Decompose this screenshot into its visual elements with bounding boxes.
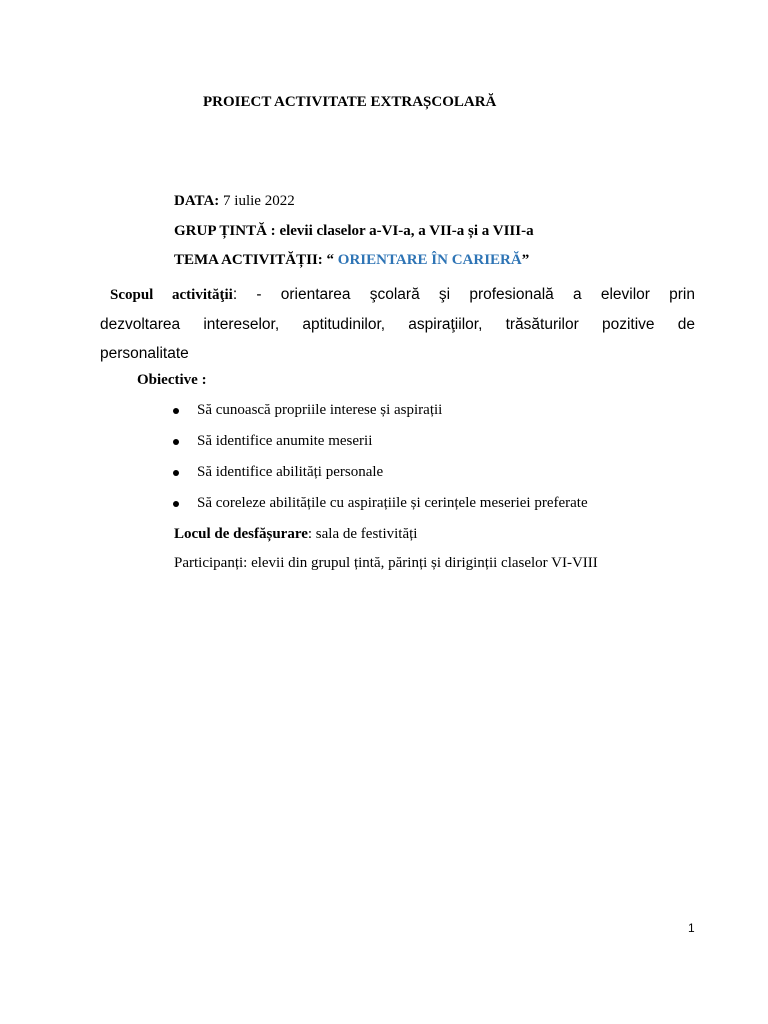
document-title: PROIECT ACTIVITATE EXTRAȘCOLARĂ — [203, 94, 497, 110]
target-group-value: elevii claselor a-VI-a, a VII-a și a VIII-a — [275, 223, 534, 239]
objective-item — [170, 464, 588, 495]
date-value: 7 iulie 2022 — [219, 193, 295, 209]
target-group-label: GRUP ȚINTĂ : — [174, 223, 276, 239]
bullet-icon — [173, 470, 179, 476]
bullet-icon — [173, 439, 179, 445]
purpose-line-2: dezvoltarea intereselor, aptitudinilor, aspiraţiilor, trăsăturilor pozitive de — [100, 316, 695, 333]
activity-theme-label: TEMA ACTIVITĂȚII: — [174, 252, 323, 268]
page-number: 1 — [688, 921, 695, 935]
venue-label: Locul de desfășurare — [174, 526, 308, 542]
activity-purpose-paragraph — [100, 280, 695, 368]
participants-line: Participanți: elevii din grupul țintă, părinți și diriginții claselor VI-VIII — [174, 555, 598, 571]
date-label: DATA: — [174, 193, 220, 209]
quote-close: ” — [521, 252, 530, 268]
objectives-heading: Obiective : — [137, 372, 207, 388]
bullet-icon — [173, 501, 179, 507]
purpose-line-3: personalitate — [100, 345, 189, 362]
bullet-icon — [173, 408, 179, 414]
objective-item — [170, 402, 588, 433]
purpose-text-1: : - orientarea şcolară şi profesională a elevilor prin — [232, 286, 695, 303]
purpose-label: Scopul activităţii — [110, 287, 233, 303]
venue-value: : sala de festivități — [307, 526, 418, 542]
objective-item — [170, 433, 588, 464]
quote-open: “ — [322, 252, 338, 268]
target-group-line — [174, 223, 534, 240]
activity-theme-value: ORIENTARE ÎN CARIERĂ — [337, 252, 522, 268]
objective-text: Să identifice abilități personale — [197, 464, 384, 480]
activity-theme-line — [174, 252, 529, 269]
objective-text: Să cunoască propriile interese și aspirații — [197, 402, 443, 418]
objective-item — [170, 495, 588, 526]
date-line — [174, 193, 295, 210]
purpose-line-1 — [100, 280, 695, 310]
venue-line — [174, 526, 417, 543]
objectives-list — [170, 402, 588, 526]
objective-text: Să identifice anumite meserii — [197, 433, 373, 449]
objective-text: Să coreleze abilitățile cu aspirațiile și cerințele meseriei preferate — [197, 495, 588, 511]
